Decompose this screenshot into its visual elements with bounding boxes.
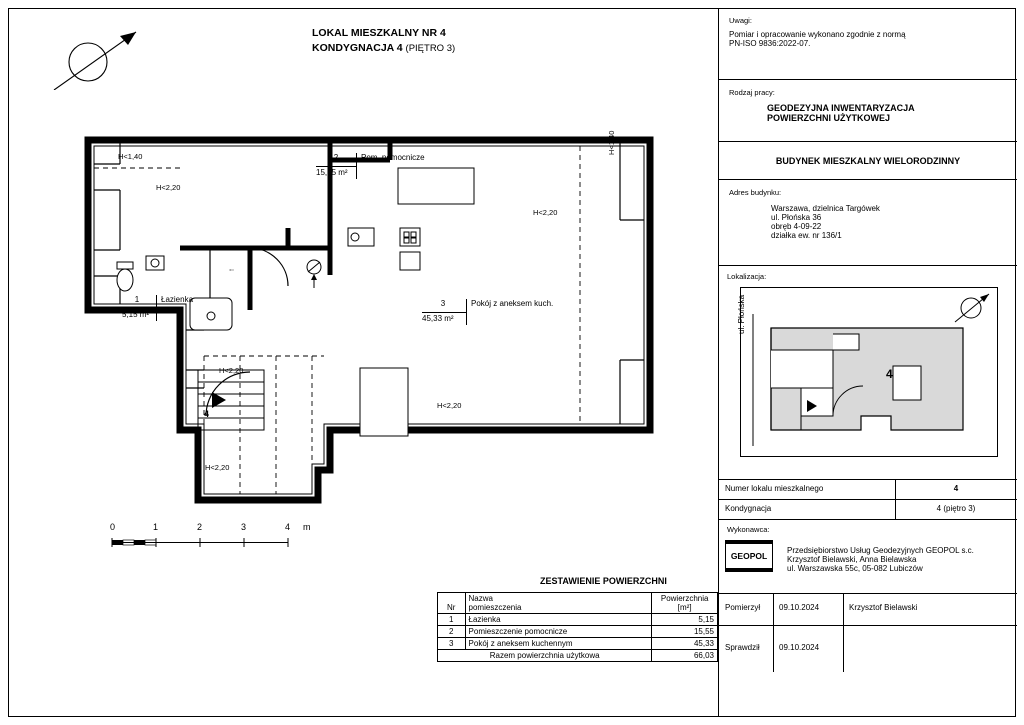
title-line-2: KONDYGNACJA 4 (PIĘTRO 3) (312, 42, 456, 54)
geopol-logo (725, 540, 773, 572)
signoff-date-sprawdzil: 09.10.2024 (779, 643, 820, 652)
scale-tick-4: 4 (285, 522, 291, 532)
row-name: Pokój z aneksem kuchennym (465, 638, 652, 650)
height-tag-h220-center: H<2,20 (437, 401, 462, 410)
row-area: 15,55 (652, 626, 718, 638)
height-tag-h220-mid: H<2,20 (219, 366, 244, 375)
address-label: Adres budynku: (729, 188, 782, 197)
room-3-name: Pokój z aneksem kuch. (471, 299, 554, 308)
room-1-number: 1 (134, 295, 140, 304)
header-area: Powierzchnia [m²] (652, 593, 718, 614)
row-nr: 1 (438, 614, 466, 626)
room-1-area: 5,15 m² (122, 310, 150, 319)
room-1-name: Łazienka (161, 295, 194, 304)
floor-label: Kondygnacja (725, 504, 772, 513)
notes-line-1: Pomiar i opracowanie wykonano zgodnie z normą (729, 30, 906, 39)
stair-unit-marker: 4 (204, 409, 210, 419)
work-type-line-1: GEODEZYJNA INWENTARYZACJA (767, 103, 915, 113)
floor-row (719, 500, 1017, 520)
address-line-2: ul. Płońska 36 (771, 213, 822, 222)
unit-number-label: Numer lokalu mieszkalnego (725, 484, 824, 493)
scale-tick-2: 2 (197, 522, 203, 532)
geopol-logo-text: GEOPOL (730, 551, 768, 561)
table-header-row (438, 593, 718, 614)
table-row (438, 626, 718, 638)
header-name: Nazwa pomieszczenia (465, 593, 652, 614)
work-type-line-2: POWIERZCHNI UŻYTKOWEJ (767, 113, 890, 123)
building-type-cell (719, 142, 1017, 180)
summary-table (437, 592, 718, 662)
scale-tick-1: 1 (153, 522, 159, 532)
scale-bar (110, 524, 310, 552)
north-arrow-icon (40, 28, 144, 90)
signoff-label-sprawdzil: Sprawdził (725, 643, 760, 652)
floor-value: 4 (piętro 3) (936, 504, 976, 513)
notes-line-2: PN-ISO 9836:2022-07. (729, 39, 811, 48)
room-3-number: 3 (440, 299, 446, 308)
notes-cell (719, 8, 1017, 80)
table-total-row (438, 650, 718, 662)
height-tag-h140-left: H<1,40 (118, 152, 143, 161)
height-tag-h220-top: H<2,20 (533, 208, 558, 217)
work-type-label: Rodzaj pracy: (729, 88, 775, 97)
scale-unit: m (303, 522, 311, 532)
header-nr: Nr (438, 593, 466, 614)
signoff-row-1 (719, 594, 1017, 626)
signoff-label-pomierzyl: Pomierzył (725, 603, 761, 612)
table-row (438, 614, 718, 626)
locator-north-arrow-icon (947, 290, 993, 324)
entry-marker-icon (303, 258, 325, 290)
row-area: 45,33 (652, 638, 718, 650)
total-label: Razem powierzchnia użytkowa (438, 650, 652, 662)
height-tag-h220-left: H<2,20 (156, 183, 181, 192)
total-value: 66,03 (652, 650, 718, 662)
address-cell (719, 180, 1017, 266)
signoff-person-pomierzyl: Krzysztof Bielawski (849, 603, 918, 612)
title-floor-paren: (PIĘTRO 3) (405, 43, 456, 54)
page-title (312, 26, 455, 56)
room-2-area: 15,55 m² (316, 168, 348, 177)
locator-map (737, 287, 998, 457)
contractor-line-3: ul. Warszawska 55c, 05-082 Lubiczów (787, 564, 923, 573)
drawing-sheet: LOKAL MIESZKALNY NR 4 KONDYGNACJA 4 (PIĘTRO 3) H<1,40 H<2,20 H<2,20 H<1,40 H<2,20 H<2,20 H<2,20 2 Pom. pomocnicze 15,55 m² 1 Łazienka 5,15 m² 3 Pokój z aneksem kuch. 45,33 m² 4 0 1 2 3 4 m ZESTAWIENIE POWIERZCHNI Nr Nazwa pomieszczenia Powierzchnia [m²] 1 Łazienka 5,15 2 Pomieszczenie pomocnicze 15,55 3 Pokój z aneksem kuchennym 45,33 Razem powierzchnia użytkowa 66,03 Uwagi: Pomiar i opracowanie wykonano zgodnie z normą PN-ISO 9836:2022-07. Rodzaj pracy: GEODEZYJNA INWENTARYZACJA POWIERZCHNI UŻYTKOWEJ BUDYNEK MIESZKALNY WIELORODZINNY Adres budynku: Warszawa, dzielnica Targówek ul. Płońska 36 obręb 4-09-22 działka ew. nr 136/1 Lokalizacja: Numer lokalu mieszkalnego 4 Kondygnacja 4 (piętro 3) Wykonawca: Przedsiębiorstwo Usług Geodezyjnych GEOPOL s.c. Krzysztof Bielawski, Anna Bielawska ul. Warszawska 55c, 05-082 Lubiczów Pomierzył 09.10.2024 Krzysztof Bielawski Sprawdził 09.10.2024 GEOPOL ul. Płońska 4 (0, 0, 1024, 725)
room-3-area: 45,33 m² (422, 314, 454, 323)
building-type-text: BUDYNEK MIESZKALNY WIELORODZINNY (775, 155, 961, 166)
summary-table-title: ZESTAWIENIE POWIERZCHNI (540, 576, 667, 586)
locator-unit-marker: 4 (886, 367, 893, 381)
row-nr: 2 (438, 626, 466, 638)
unit-number-value: 4 (953, 484, 959, 493)
contractor-label: Wykonawca: (727, 525, 770, 534)
height-tag-h220-bottom: H<2,20 (205, 463, 230, 472)
address-line-1: Warszawa, dzielnica Targówek (771, 204, 880, 213)
locator-street-label: ul. Płońska (737, 294, 746, 334)
scale-tick-3: 3 (241, 522, 247, 532)
contractor-line-1: Przedsiębiorstwo Usług Geodezyjnych GEOPOL s.c. (787, 546, 974, 555)
signoff-date-pomierzyl: 09.10.2024 (779, 603, 820, 612)
room-2-number: 2 (333, 153, 339, 162)
address-line-4: działka ew. nr 136/1 (771, 231, 842, 240)
signoff-row-2 (719, 626, 1017, 672)
room-2-name: Pom. pomocnicze (361, 153, 425, 162)
row-name: Pomieszczenie pomocnicze (465, 626, 652, 638)
address-line-3: obręb 4-09-22 (771, 222, 822, 231)
scale-tick-0: 0 (110, 522, 116, 532)
title-line-1: LOKAL MIESZKALNY NR 4 (312, 27, 446, 39)
row-area: 5,15 (652, 614, 718, 626)
work-type-cell (719, 80, 1017, 142)
unit-number-row (719, 480, 1017, 500)
contractor-line-2: Krzysztof Bielawski, Anna Bielawska (787, 555, 917, 564)
row-nr: 3 (438, 638, 466, 650)
notes-label: Uwagi: (729, 16, 752, 25)
row-name: Łazienka (465, 614, 652, 626)
localization-label: Lokalizacja: (727, 272, 767, 281)
table-row (438, 638, 718, 650)
